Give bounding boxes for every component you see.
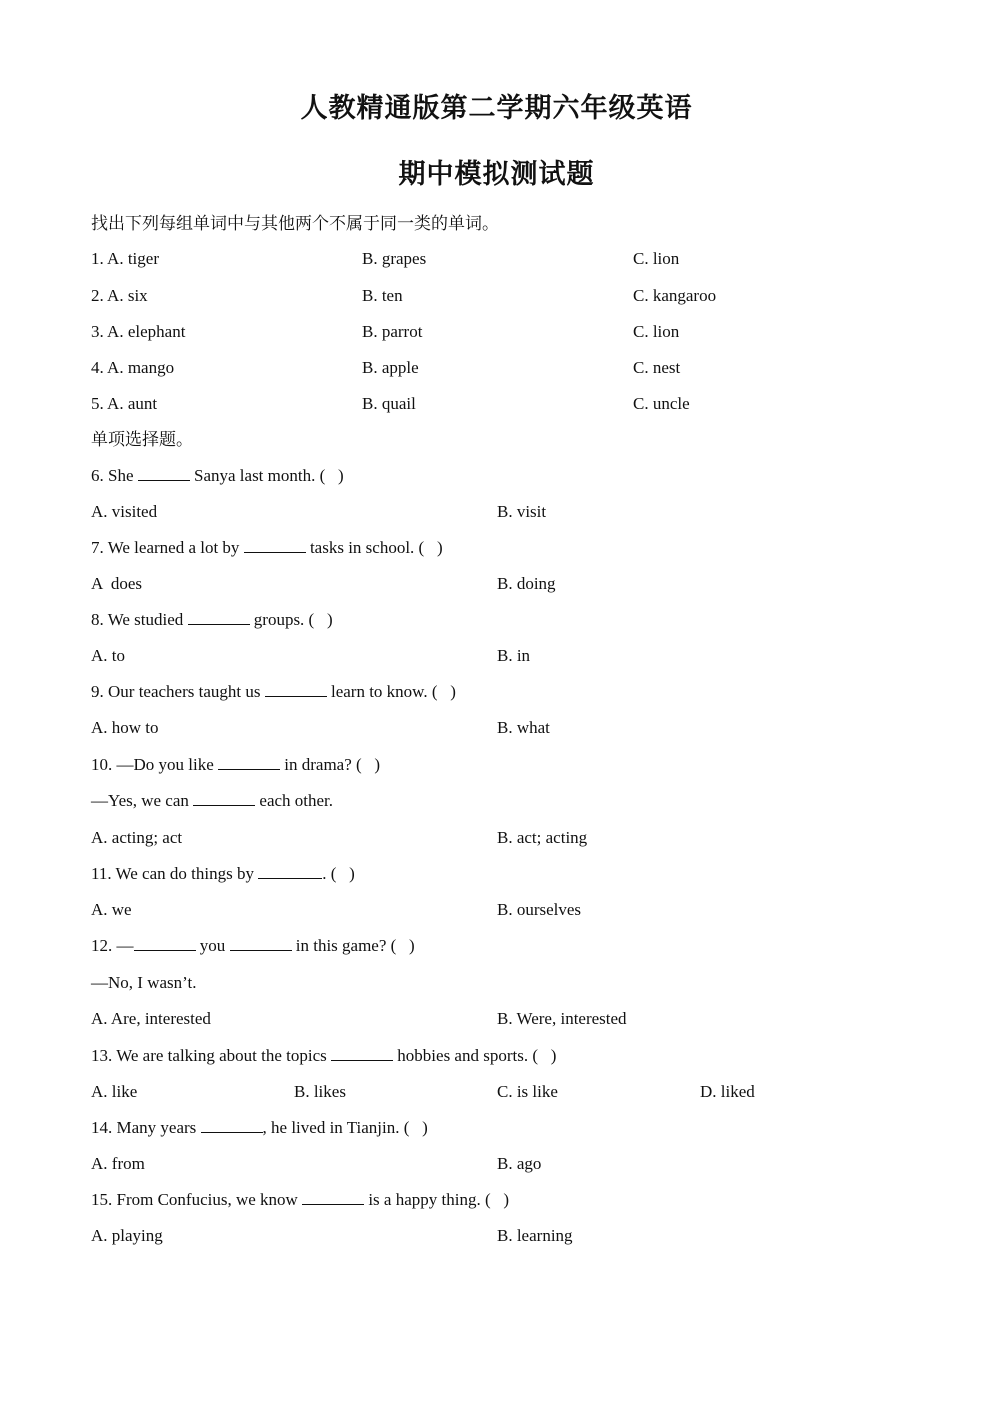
options-row xyxy=(91,501,911,523)
option-a: A. visited xyxy=(91,502,158,521)
option-a: 1. A. tiger xyxy=(91,249,159,268)
option-a: A. Are, interested xyxy=(91,1009,211,1028)
option-b: B. quail xyxy=(362,394,416,413)
options-row xyxy=(91,717,911,739)
answer-blank xyxy=(230,935,292,951)
answer-blank xyxy=(302,1189,364,1205)
question-10: 10. —Do you like in drama? ( ) xyxy=(91,755,381,774)
section1-instruction: 找出下列每组单词中与其他两个不属于同一类的单词。 xyxy=(91,214,499,233)
question-12: 12. — you in this game? ( ) xyxy=(91,936,415,955)
question-row xyxy=(91,357,911,379)
option-b: B. likes xyxy=(294,1082,346,1101)
question-12-reply: —No, I wasn’t. xyxy=(91,973,197,992)
options-row xyxy=(91,645,911,667)
option-b: B. doing xyxy=(497,574,556,593)
option-a: 5. A. aunt xyxy=(91,394,158,413)
question-14: 14. Many years , he lived in Tianjin. ( ) xyxy=(91,1118,428,1137)
question-15: 15. From Confucius, we know is a happy thing. ( ) xyxy=(91,1190,510,1209)
question-row xyxy=(91,248,911,270)
option-a: A does xyxy=(91,574,142,593)
option-c: C. kangaroo xyxy=(633,286,717,305)
question-8: 8. We studied groups. ( ) xyxy=(91,610,333,629)
question-9: 9. Our teachers taught us learn to know. ( ) xyxy=(91,682,456,701)
question-row xyxy=(91,285,911,307)
option-b: B. learning xyxy=(497,1226,573,1245)
option-b: B. ago xyxy=(497,1154,542,1173)
options-row xyxy=(91,1153,911,1175)
option-b: B. in xyxy=(497,646,531,665)
option-c: C. uncle xyxy=(633,394,690,413)
question-7: 7. We learned a lot by tasks in school. ( ) xyxy=(91,538,443,557)
answer-blank xyxy=(258,863,322,879)
option-b: B. apple xyxy=(362,358,419,377)
option-a: 4. A. mango xyxy=(91,358,175,377)
answer-blank xyxy=(201,1117,263,1133)
question-row xyxy=(91,393,911,415)
option-c: C. lion xyxy=(633,322,680,341)
option-a: A. like xyxy=(91,1082,138,1101)
question-row xyxy=(91,321,911,343)
option-a: A. we xyxy=(91,900,132,919)
page-title: 人教精通版第二学期六年级英语 xyxy=(300,93,693,123)
option-c: C. nest xyxy=(633,358,681,377)
question-13: 13. We are talking about the topics hobbies and sports. ( ) xyxy=(91,1046,557,1065)
option-b: B. ten xyxy=(362,286,403,305)
answer-blank xyxy=(193,790,255,806)
answer-blank xyxy=(331,1045,393,1061)
option-b: B. what xyxy=(497,718,550,737)
options-row xyxy=(91,1225,911,1247)
option-a: 2. A. six xyxy=(91,286,148,305)
option-a: A. to xyxy=(91,646,125,665)
question-11: 11. We can do things by . ( ) xyxy=(91,864,355,883)
options-row xyxy=(91,1081,911,1103)
option-a: A. how to xyxy=(91,718,159,737)
answer-blank xyxy=(138,465,190,481)
question-10-reply: —Yes, we can each other. xyxy=(91,791,334,810)
option-a: A. from xyxy=(91,1154,145,1173)
options-row xyxy=(91,573,911,595)
option-c: C. lion xyxy=(633,249,680,268)
option-c: C. is like xyxy=(497,1082,558,1101)
page-subtitle: 期中模拟测试题 xyxy=(398,159,595,189)
option-b: B. grapes xyxy=(362,249,427,268)
option-b: B. visit xyxy=(497,502,547,521)
option-a: A. playing xyxy=(91,1226,163,1245)
option-a: A. acting; act xyxy=(91,828,183,847)
option-b: B. act; acting xyxy=(497,828,588,847)
answer-blank xyxy=(218,754,280,770)
answer-blank xyxy=(134,935,196,951)
option-b: B. Were, interested xyxy=(497,1009,627,1028)
option-b: B. parrot xyxy=(362,322,423,341)
option-d: D. liked xyxy=(700,1082,755,1101)
answer-blank xyxy=(188,609,250,625)
answer-blank xyxy=(265,681,327,697)
option-b: B. ourselves xyxy=(497,900,582,919)
section2-instruction: 单项选择题。 xyxy=(91,430,193,449)
answer-blank xyxy=(244,537,306,553)
question-6: 6. She Sanya last month. ( ) xyxy=(91,466,344,485)
options-row xyxy=(91,899,911,921)
options-row xyxy=(91,1008,911,1030)
options-row xyxy=(91,827,911,849)
option-a: 3. A. elephant xyxy=(91,322,186,341)
